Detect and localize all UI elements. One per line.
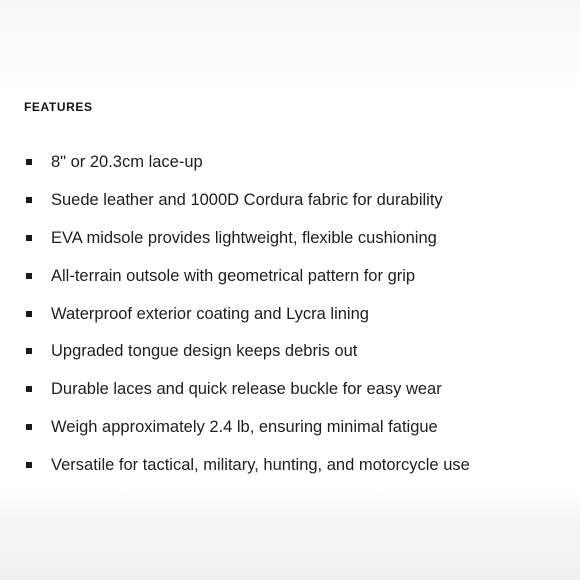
square-bullet-icon xyxy=(26,311,32,317)
feature-item xyxy=(0,446,580,484)
feature-item xyxy=(0,370,580,408)
feature-item xyxy=(0,408,580,446)
square-bullet-icon xyxy=(26,197,32,203)
feature-text: Upgraded tongue design keeps debris out xyxy=(51,342,358,361)
feature-text: Durable laces and quick release buckle for easy wear xyxy=(51,380,442,399)
square-bullet-icon xyxy=(26,273,32,279)
feature-text: All-terrain outsole with geometrical pattern for grip xyxy=(51,266,416,285)
square-bullet-icon xyxy=(26,348,32,354)
square-bullet-icon xyxy=(26,235,32,241)
feature-item xyxy=(0,219,580,257)
feature-item xyxy=(0,332,580,370)
square-bullet-icon xyxy=(26,159,32,165)
square-bullet-icon xyxy=(26,462,32,468)
feature-text: EVA midsole provides lightweight, flexible cushioning xyxy=(51,228,437,247)
square-bullet-icon xyxy=(26,386,32,392)
features-heading: FEATURES xyxy=(24,100,93,114)
feature-text: Weigh approximately 2.4 lb, ensuring minimal fatigue xyxy=(51,418,438,437)
features-list xyxy=(0,143,580,484)
feature-text: Waterproof exterior coating and Lycra lining xyxy=(51,304,369,323)
feature-item xyxy=(0,181,580,219)
square-bullet-icon xyxy=(26,424,32,430)
feature-item xyxy=(0,257,580,295)
feature-item xyxy=(0,295,580,333)
feature-text: Suede leather and 1000D Cordura fabric for durability xyxy=(51,190,443,209)
feature-text: 8" or 20.3cm lace-up xyxy=(51,152,203,171)
feature-item xyxy=(0,143,580,181)
feature-text: Versatile for tactical, military, hunting, and motorcycle use xyxy=(51,456,470,475)
